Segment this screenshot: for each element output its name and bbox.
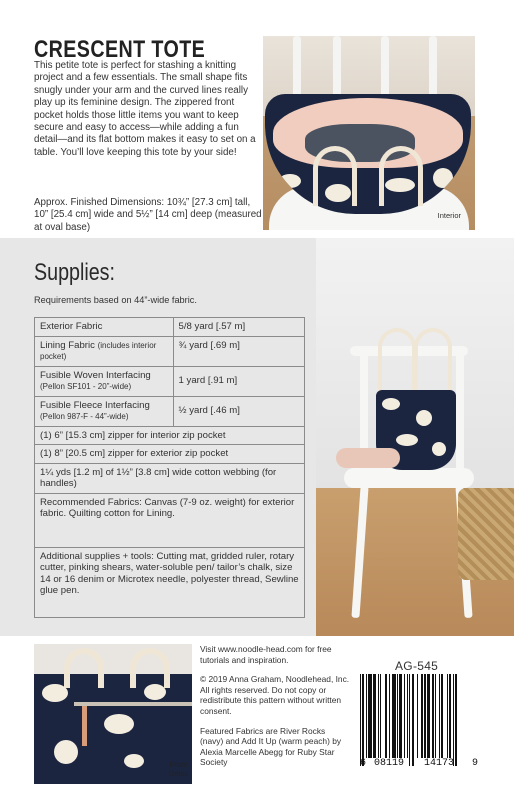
chair-spindle [456,350,464,470]
supply-item [35,396,174,426]
chair-seat [344,468,474,488]
yarn-skein [336,448,400,468]
supply-item [35,336,174,366]
caption-line: Detail [168,769,188,778]
table-row [35,547,305,617]
zipper [74,702,192,706]
supply-full-row: 1¼ yds [1.2 m] of 1½” [3.8 cm] wide cotton webbing (for handles) [35,463,305,493]
supply-item-note: (Pellon SF101 - 20”-wide) [40,382,132,391]
fabric-dot [124,754,144,768]
table-row [35,366,305,396]
intro-text: This petite tote is perfect for stashing a knitting project and a few essentials. The small shape fits snugly under your arm and the curved lines really play up its feminine design. The zippered front pocket holds those little items you want to keep secure and easy to access—while adding a fun detail—and its flat bottom makes it easy to set on a table. You’ll love keeping this tote by your side! [34,60,256,158]
supply-full-row: (1) 6” [15.3 cm] zipper for interior zip pocket [35,426,305,445]
supply-amount: ½ yard [.46 m] [173,396,304,426]
supply-amount: 1 yard [.91 m] [173,366,304,396]
front-detail-photo [34,644,192,784]
fabric-dot [144,684,166,700]
top-section [0,0,514,238]
table-row [35,463,305,493]
supply-full-row: (1) 8” [20.5 cm] zipper for exterior zip pocket [35,445,305,464]
copyright-text: © 2019 Anna Graham, Noodlehead, Inc. All rights reserved. Do not copy or redistribute this pattern without written consent. [200,674,350,716]
supply-item-note: (includes interior pocket) [40,340,157,361]
table-row [35,426,305,445]
fabric-dot [416,410,432,426]
supplies-table [34,317,305,618]
tote-handle [313,146,357,206]
fabric-dot [382,398,400,410]
fabric-dot [42,684,68,702]
barcode-digit: 6 [360,758,367,769]
zipper-pull [82,706,87,746]
supply-full-row: Additional supplies + tools: Cutting mat, gridded ruler, rotary cutter, pinking shears, water-soluble pen/ tailor’s chalk, size 14 or 16 denim or Microtex needle, polyester thread, Sewline glue pen. [35,547,305,617]
barcode-digit: 08119 [374,758,405,769]
fabric-dot [433,168,453,188]
supplies-title: Supplies: [34,259,115,286]
supply-item-label: Fusible Woven Interfacing [40,369,151,381]
supply-item-label: Fusible Fleece Interfacing [40,399,150,411]
table-row [35,318,305,337]
tote-handle [378,328,416,398]
front-detail-caption [169,760,188,778]
caption-line: Front [169,760,188,769]
tote-handle [130,648,170,688]
fabric-dot [279,174,301,188]
tote-handle [414,328,452,398]
supply-item [35,318,174,337]
fabric-dot [54,740,78,764]
barcode-bar [455,674,456,766]
chair-photo [316,238,514,636]
supplies-section [0,238,514,636]
finished-dimensions: Approx. Finished Dimensions: 10¾” [27.3 cm] tall, 10” [25.4 cm] wide and 5½” [14 cm] deep (measured at oval base) [34,197,262,233]
barcode-digit: 9 [472,758,479,769]
barcode [360,674,478,778]
table-row [35,493,305,547]
supply-item [35,366,174,396]
basket [458,488,514,580]
sku-code: AG-545 [395,659,439,673]
supply-amount: 5/8 yard [.57 m] [173,318,304,337]
footer-section [0,636,514,800]
interior-photo [263,36,475,230]
supply-full-row: Recommended Fabrics: Canvas (7-9 oz. weight) for exterior fabric. Quilting cotton for Lining. [35,493,305,547]
table-row [35,396,305,426]
supply-item-label: Exterior Fabric [40,321,103,332]
featured-fabrics-text: Featured Fabrics are River Rocks (navy) and Add It Up (warm peach) by Alexia Marcelle Abegg for Ruby Star Society [200,725,342,768]
requirements-note: Requirements based on 44”-wide fabric. [34,295,197,305]
fabric-dot [432,442,446,456]
interior-caption: Interior [437,211,461,220]
tote-handle [64,648,104,688]
tote-handle [379,146,423,206]
pattern-title: CRESCENT TOTE [34,36,206,63]
barcode-bars [360,674,478,758]
table-row [35,445,305,464]
footer-info [200,644,350,777]
supply-item-label: Lining Fabric [40,339,95,351]
barcode-digit: 14173 [424,758,455,769]
fabric-dot [396,434,418,446]
supply-amount: ¾ yard [.69 m] [173,336,304,366]
supply-item-note: (Pellon 987-F - 44”-wide) [40,412,129,421]
visit-text: Visit www.noodle-head.com for free tutorials and inspiration. [200,644,332,665]
table-row [35,336,305,366]
fabric-dot [104,714,134,734]
